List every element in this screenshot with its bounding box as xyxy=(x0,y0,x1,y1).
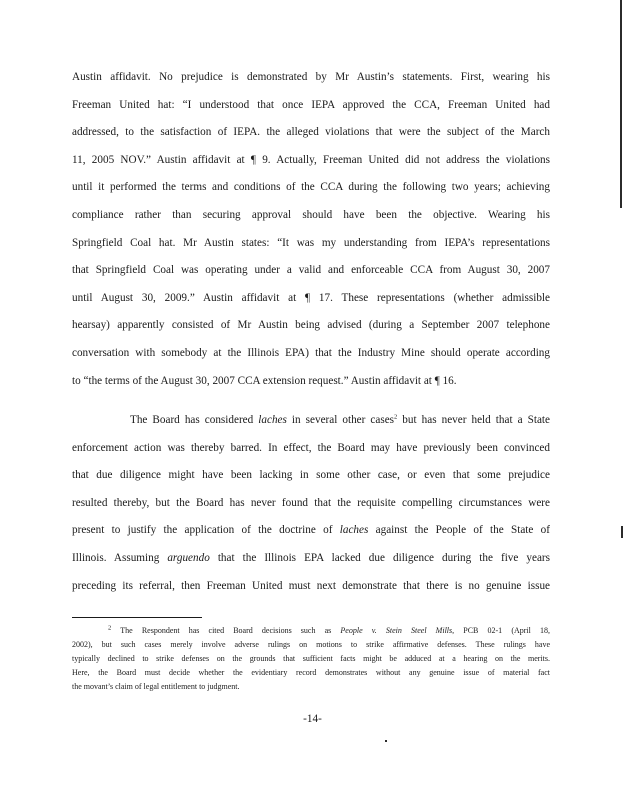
footnote-line xyxy=(72,624,550,638)
text-span: in several other cases xyxy=(286,414,395,426)
text-span: , PCB 02-1 (April 18, xyxy=(452,626,551,635)
footnote-separator xyxy=(72,617,202,618)
paragraph-1 xyxy=(72,64,550,395)
text-line: hearsay) apparently consisted of Mr Austin being advised (during a September 2007 telephone xyxy=(72,319,550,332)
paragraph-2 xyxy=(72,407,550,600)
text-line: conversation with somebody at the Illinois EPA) that the Industry Mine should operate according xyxy=(72,346,550,359)
text-span: present to justify the application of the doctrine of xyxy=(72,524,340,537)
scan-speck xyxy=(385,740,387,742)
text-span: against the People of the State of xyxy=(368,524,551,537)
italic-term: arguendo xyxy=(167,551,210,564)
footnote xyxy=(72,624,550,694)
text-line xyxy=(72,517,550,545)
footnote-reference: 2 xyxy=(394,413,398,421)
page-number: -14- xyxy=(303,713,322,725)
text-span: The Board has considered xyxy=(130,414,259,426)
italic-term: laches xyxy=(339,524,369,537)
text-line: resulted thereby, but the Board has never found that the requisite compelling circumstances were xyxy=(72,496,550,509)
margin-bar xyxy=(620,0,622,208)
footnote-line: 2002), but such cases merely involve adverse rulings on motions to strike affirmative defenses. These rulings have xyxy=(72,640,550,649)
text-line: Freeman United hat: “I understood that once IEPA approved the CCA, Freeman United had xyxy=(72,98,550,111)
text-line: compliance rather than securing approval should have been the objective. Wearing his xyxy=(72,208,550,221)
text-line: until it performed the terms and conditions of the CCA during the following two years; achieving xyxy=(72,181,550,194)
text-span: but has never held that a State xyxy=(397,414,550,426)
text-span: that the Illinois EPA lacked due diligence during the five years xyxy=(209,551,550,564)
text-line: Austin affidavit. No prejudice is demonstrated by Mr Austin’s statements. First, wearing his xyxy=(72,71,550,83)
italic-term: laches xyxy=(258,414,287,426)
case-name: People v. Stein Steel Mills xyxy=(340,626,453,635)
footnote-line: the movant’s claim of legal entitlement to judgment. xyxy=(72,682,240,691)
text-span: The Respondent has cited Board decisions such as xyxy=(120,626,341,635)
text-line: that Springfield Coal was operating under a valid and enforceable CCA from August 30, 2007 xyxy=(72,264,550,277)
text-line: until August 30, 2009.” Austin affidavit at ¶ 17. These representations (whether admissible xyxy=(72,291,550,304)
text-line: that due diligence might have been lacking in some other case, or even that some prejudice xyxy=(72,469,550,482)
footnote-marker: 2 xyxy=(108,624,112,632)
text-line: addressed, to the satisfaction of IEPA. the alleged violations that were the subject of the March xyxy=(72,126,550,139)
text-line: enforcement action was thereby barred. In effect, the Board may have previously been convinced xyxy=(72,441,550,454)
text-line: Springfield Coal hat. Mr Austin states: “It was my understanding from IEPA’s representations xyxy=(72,236,550,249)
text-line: preceding its referral, then Freeman United must next demonstrate that there is no genuine issue xyxy=(72,579,550,592)
text-span: Illinois. Assuming xyxy=(72,551,168,564)
text-line xyxy=(72,545,550,573)
text-line: to “the terms of the August 30, 2007 CCA extension request.” Austin affidavit at ¶ 16. xyxy=(72,374,457,387)
footnote-line: Here, the Board must decide whether the evidentiary record demonstrates without any genuine issue of material fact xyxy=(72,668,550,677)
text-line: 11, 2005 NOV.” Austin affidavit at ¶ 9. Actually, Freeman United did not address the violations xyxy=(72,153,550,166)
margin-tick xyxy=(621,526,623,538)
text-line xyxy=(72,407,550,435)
footnote-line: typically declined to strike defenses on the grounds that sufficient facts might be adduced at a hearing on the merits. xyxy=(72,654,550,663)
